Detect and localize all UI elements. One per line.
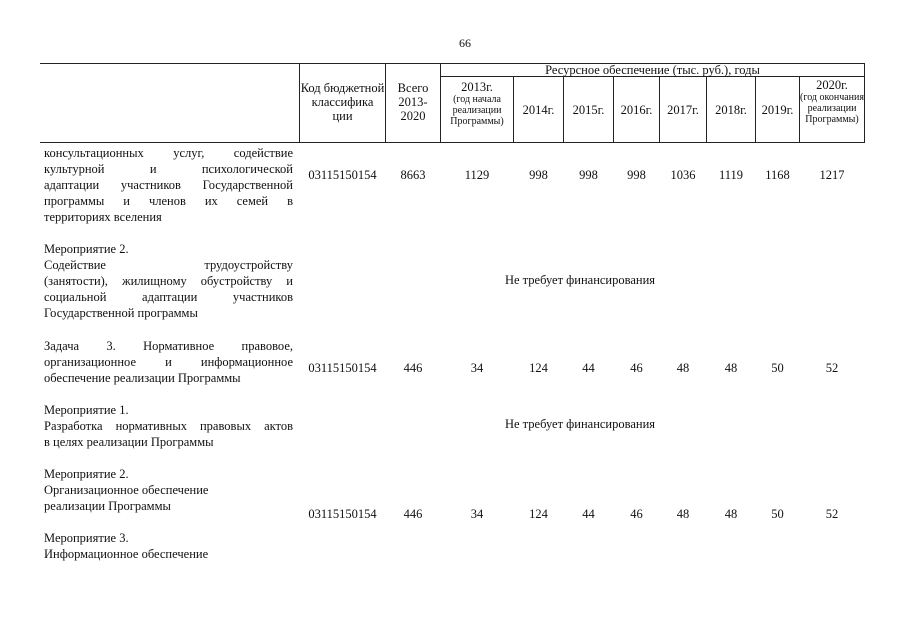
desc-line: (занятости), жилищному обустройству и: [44, 274, 293, 288]
desc-line: реализации Программы: [44, 499, 171, 513]
header-total: Всего 2013-2020: [397, 81, 429, 123]
row-description: [44, 145, 293, 225]
header-2020: [800, 78, 864, 125]
desc-line: территориях вселения: [44, 210, 162, 224]
row-2017: 48: [676, 361, 690, 375]
row-code: 03115150154: [308, 507, 377, 521]
no-funding-note: Не требует финансирования: [504, 417, 656, 431]
header-2015: 2015г.: [572, 102, 605, 117]
desc-line: организационное и информационное: [44, 355, 293, 369]
table-right-border: [864, 63, 865, 142]
table-header-bottom-rule: [40, 142, 865, 143]
desc-line: Мероприятие 1.: [44, 403, 129, 417]
row-2017: 1036: [670, 168, 696, 182]
header-2017: 2017г.: [667, 102, 699, 117]
row-2019: 50: [771, 361, 784, 375]
row-2013: 34: [470, 507, 484, 521]
desc-line: Организационное обеспечение: [44, 483, 209, 497]
no-funding-note: Не требует финансирования: [504, 273, 656, 287]
row-2014: 124: [529, 361, 548, 375]
header-2013-year: 2013г.: [461, 80, 493, 94]
row-2015: 44: [582, 507, 595, 521]
row-2016: 46: [630, 361, 643, 375]
header-2013: [441, 80, 513, 127]
desc-line: консультационных услуг, содействие: [44, 146, 293, 160]
header-2019: 2019г.: [761, 102, 794, 117]
desc-line: Задача 3. Нормативное правовое,: [44, 339, 293, 353]
header-2016: 2016г.: [620, 102, 653, 117]
row-2014: 998: [529, 168, 548, 182]
row-description: [44, 402, 293, 450]
desc-line: в целях реализации Программы: [44, 435, 214, 449]
row-2015: 44: [582, 361, 595, 375]
row-2013: 1129: [464, 168, 490, 182]
row-2019: 50: [771, 507, 784, 521]
desc-line: культурной и психологической: [44, 162, 293, 176]
desc-line: Мероприятие 3.: [44, 531, 129, 545]
header-2013-note: (год начала реализации Программы): [450, 94, 504, 127]
row-description: [44, 338, 293, 386]
header-code: Код бюджетной классифика ции: [300, 81, 385, 123]
row-code: 03115150154: [308, 361, 377, 375]
row-2020: 52: [825, 507, 839, 521]
row-2019: 1168: [765, 168, 790, 182]
row-total: 8663: [400, 168, 426, 182]
row-2018: 48: [724, 507, 738, 521]
desc-line: программы и членов их семей в: [44, 194, 293, 208]
row-2016: 46: [630, 507, 643, 521]
header-2018: 2018г.: [715, 102, 747, 117]
row-2017: 48: [676, 507, 690, 521]
desc-line: адаптации участников Государственной: [44, 178, 293, 192]
row-total: 446: [403, 507, 423, 521]
row-2020: 52: [825, 361, 839, 375]
desc-line: Информационное обеспечение: [44, 547, 209, 561]
row-2016: 998: [627, 168, 646, 182]
desc-line: Содействие трудоустройству: [44, 258, 293, 272]
desc-line: Разработка нормативных правовых актов: [44, 419, 293, 433]
row-2018: 48: [724, 361, 738, 375]
row-2013: 34: [470, 361, 484, 375]
row-total: 446: [403, 361, 423, 375]
row-2018: 1119: [718, 168, 744, 182]
desc-line: Мероприятие 2.: [44, 467, 129, 481]
desc-line: Мероприятие 2.: [44, 242, 129, 256]
header-2020-year: 2020г.: [816, 78, 848, 92]
row-2015: 998: [579, 168, 598, 182]
page-number: 66: [459, 36, 471, 50]
row-code: 03115150154: [308, 168, 377, 182]
row-description: [44, 530, 293, 562]
desc-line: Государственной программы: [44, 306, 198, 320]
row-description: [44, 466, 293, 514]
row-2020: 1217: [819, 168, 845, 182]
row-description: [44, 241, 293, 321]
desc-line: социальной адаптации участников: [44, 290, 293, 304]
row-2014: 124: [529, 507, 548, 521]
header-resource: Ресурсное обеспечение (тыс. руб.), годы: [545, 62, 760, 77]
header-2020-note: (год окончания реализации Программы): [800, 92, 864, 125]
desc-line: обеспечение реализации Программы: [44, 371, 241, 385]
header-2014: 2014г.: [522, 102, 555, 117]
